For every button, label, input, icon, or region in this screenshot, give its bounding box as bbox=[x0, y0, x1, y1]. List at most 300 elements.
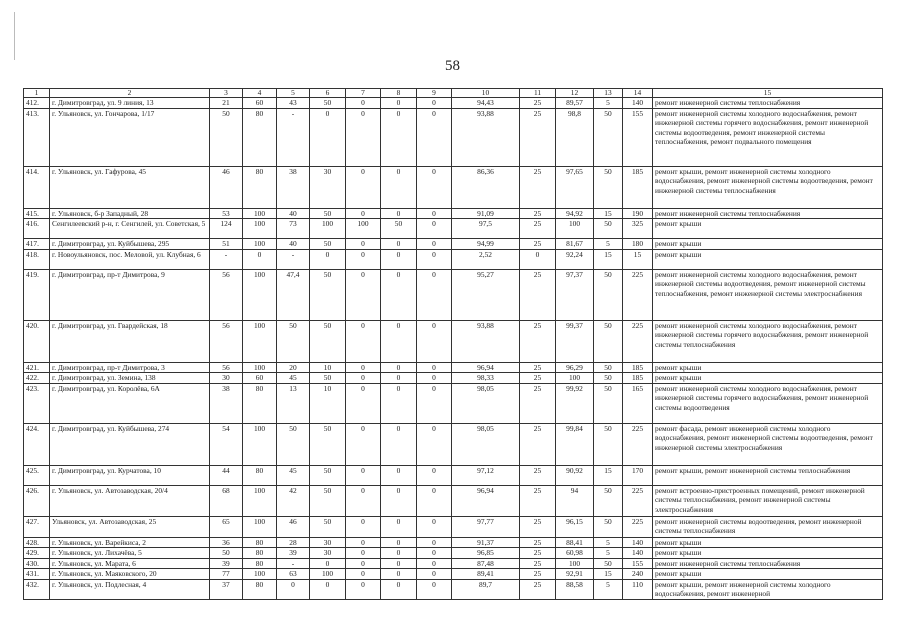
value-cell-c8: 0 bbox=[381, 516, 417, 537]
work-type-cell: ремонт крыши bbox=[653, 548, 883, 559]
table-body bbox=[24, 98, 883, 600]
value-cell-c5: 42 bbox=[277, 485, 310, 516]
value-cell-c5: 47,4 bbox=[277, 269, 310, 320]
column-number-row bbox=[24, 89, 883, 98]
value-cell-c6: 50 bbox=[310, 465, 346, 485]
value-cell-c8: 0 bbox=[381, 239, 417, 250]
value-cell-c4: 100 bbox=[243, 208, 277, 219]
value-cell-c8: 0 bbox=[381, 208, 417, 219]
value-cell-c13: 15 bbox=[594, 208, 623, 219]
value-cell-c11: 0 bbox=[520, 249, 556, 269]
value-cell-c4: 100 bbox=[243, 569, 277, 580]
value-cell-c11: 25 bbox=[520, 516, 556, 537]
work-type-cell: ремонт инженерной системы водоотведения, ремонт инженерной системы теплоснабжения bbox=[653, 516, 883, 537]
value-cell-c12: 99,37 bbox=[556, 320, 594, 362]
value-cell-c7: 0 bbox=[346, 239, 381, 250]
value-cell-c8: 0 bbox=[381, 423, 417, 465]
value-cell-c7: 0 bbox=[346, 208, 381, 219]
value-cell-c6: 10 bbox=[310, 383, 346, 423]
value-cell-c3: - bbox=[210, 249, 243, 269]
value-cell-c13: 50 bbox=[594, 108, 623, 166]
value-cell-c7: 0 bbox=[346, 269, 381, 320]
work-type-cell: ремонт инженерной системы теплоснабжения bbox=[653, 98, 883, 109]
value-cell-c11: 25 bbox=[520, 239, 556, 250]
value-cell-c3: 56 bbox=[210, 269, 243, 320]
row-number: 424. bbox=[24, 423, 50, 465]
value-cell-c12: 92,91 bbox=[556, 569, 594, 580]
value-cell-c11: 25 bbox=[520, 362, 556, 373]
value-cell-c7: 0 bbox=[346, 423, 381, 465]
value-cell-c12: 88,41 bbox=[556, 537, 594, 548]
work-type-cell: ремонт крыши bbox=[653, 373, 883, 384]
row-number: 432. bbox=[24, 579, 50, 599]
value-cell-c8: 50 bbox=[381, 219, 417, 239]
work-type-cell: ремонт крыши, ремонт инженерной системы холодного водоснабжения, ремонт инженерной системы водоотведения, ремонт инженерной системы теплоснабжения bbox=[653, 166, 883, 208]
value-cell-c13: 5 bbox=[594, 98, 623, 109]
value-cell-c10: 95,27 bbox=[452, 269, 520, 320]
value-cell-c10: 97,5 bbox=[452, 219, 520, 239]
value-cell-c11: 25 bbox=[520, 373, 556, 384]
value-cell-c5: 38 bbox=[277, 166, 310, 208]
value-cell-c10: 93,88 bbox=[452, 320, 520, 362]
value-cell-c9: 0 bbox=[417, 249, 452, 269]
table-row bbox=[24, 208, 883, 219]
row-number: 421. bbox=[24, 362, 50, 373]
value-cell-c10: 89,7 bbox=[452, 579, 520, 599]
value-cell-c7: 0 bbox=[346, 108, 381, 166]
column-header-9: 9 bbox=[417, 89, 452, 98]
value-cell-c12: 97,37 bbox=[556, 269, 594, 320]
row-number: 415. bbox=[24, 208, 50, 219]
value-cell-c9: 0 bbox=[417, 516, 452, 537]
value-cell-c11: 25 bbox=[520, 569, 556, 580]
value-cell-c9: 0 bbox=[417, 373, 452, 384]
value-cell-c5: 39 bbox=[277, 548, 310, 559]
column-header-5: 5 bbox=[277, 89, 310, 98]
value-cell-c8: 0 bbox=[381, 548, 417, 559]
row-number: 414. bbox=[24, 166, 50, 208]
value-cell-c3: 53 bbox=[210, 208, 243, 219]
column-header-2: 2 bbox=[50, 89, 210, 98]
value-cell-c7: 0 bbox=[346, 465, 381, 485]
value-cell-c10: 87,48 bbox=[452, 558, 520, 569]
work-type-cell: ремонт крыши bbox=[653, 537, 883, 548]
work-type-cell: ремонт крыши, ремонт инженерной системы теплоснабжения bbox=[653, 465, 883, 485]
value-cell-c4: 100 bbox=[243, 239, 277, 250]
value-cell-c4: 100 bbox=[243, 516, 277, 537]
value-cell-c11: 25 bbox=[520, 423, 556, 465]
row-number: 418. bbox=[24, 249, 50, 269]
page-number: 58 bbox=[445, 58, 460, 74]
value-cell-c3: 54 bbox=[210, 423, 243, 465]
value-cell-c8: 0 bbox=[381, 320, 417, 362]
value-cell-c11: 25 bbox=[520, 537, 556, 548]
value-cell-c12: 60,98 bbox=[556, 548, 594, 559]
table-row bbox=[24, 108, 883, 166]
value-cell-c5: 46 bbox=[277, 516, 310, 537]
value-cell-c11: 25 bbox=[520, 208, 556, 219]
value-cell-c7: 0 bbox=[346, 537, 381, 548]
value-cell-c13: 50 bbox=[594, 362, 623, 373]
value-cell-c10: 91,37 bbox=[452, 537, 520, 548]
work-type-cell: ремонт крыши bbox=[653, 249, 883, 269]
value-cell-c12: 96,29 bbox=[556, 362, 594, 373]
value-cell-c13: 50 bbox=[594, 166, 623, 208]
value-cell-c6: 50 bbox=[310, 485, 346, 516]
value-cell-c9: 0 bbox=[417, 465, 452, 485]
value-cell-c7: 0 bbox=[346, 548, 381, 559]
value-cell-c4: 100 bbox=[243, 219, 277, 239]
value-cell-c4: 80 bbox=[243, 537, 277, 548]
table-row bbox=[24, 383, 883, 423]
value-cell-c12: 99,92 bbox=[556, 383, 594, 423]
column-header-7: 7 bbox=[346, 89, 381, 98]
value-cell-c12: 100 bbox=[556, 219, 594, 239]
value-cell-c13: 5 bbox=[594, 239, 623, 250]
value-cell-c14: 185 bbox=[623, 373, 653, 384]
value-cell-c4: 80 bbox=[243, 579, 277, 599]
value-cell-c3: 68 bbox=[210, 485, 243, 516]
value-cell-c12: 81,67 bbox=[556, 239, 594, 250]
value-cell-c8: 0 bbox=[381, 569, 417, 580]
value-cell-c12: 88,58 bbox=[556, 579, 594, 599]
row-number: 413. bbox=[24, 108, 50, 166]
value-cell-c5: 28 bbox=[277, 537, 310, 548]
value-cell-c3: 21 bbox=[210, 98, 243, 109]
table-row bbox=[24, 569, 883, 580]
column-header-8: 8 bbox=[381, 89, 417, 98]
value-cell-c10: 97,12 bbox=[452, 465, 520, 485]
value-cell-c13: 50 bbox=[594, 423, 623, 465]
work-type-cell: ремонт крыши bbox=[653, 362, 883, 373]
value-cell-c12: 100 bbox=[556, 373, 594, 384]
table-row bbox=[24, 362, 883, 373]
value-cell-c8: 0 bbox=[381, 383, 417, 423]
table-row bbox=[24, 537, 883, 548]
value-cell-c11: 25 bbox=[520, 383, 556, 423]
value-cell-c12: 94,92 bbox=[556, 208, 594, 219]
value-cell-c5: - bbox=[277, 108, 310, 166]
work-type-cell: ремонт крыши bbox=[653, 219, 883, 239]
value-cell-c8: 0 bbox=[381, 579, 417, 599]
address-cell: г. Ульяновск, ул. Варейкиса, 2 bbox=[50, 537, 210, 548]
value-cell-c7: 0 bbox=[346, 558, 381, 569]
value-cell-c8: 0 bbox=[381, 249, 417, 269]
value-cell-c12: 90,92 bbox=[556, 465, 594, 485]
work-type-cell: ремонт инженерной системы теплоснабжения bbox=[653, 558, 883, 569]
value-cell-c5: 0 bbox=[277, 579, 310, 599]
value-cell-c12: 100 bbox=[556, 558, 594, 569]
value-cell-c10: 97,77 bbox=[452, 516, 520, 537]
value-cell-c13: 15 bbox=[594, 569, 623, 580]
work-type-cell: ремонт инженерной системы холодного водоснабжения, ремонт инженерной системы горячего водоснабжения, ремонт инженерной системы теплоснабжения bbox=[653, 320, 883, 362]
value-cell-c6: 50 bbox=[310, 516, 346, 537]
value-cell-c7: 0 bbox=[346, 569, 381, 580]
address-cell: г. Ульяновск, ул. Лихачёва, 5 bbox=[50, 548, 210, 559]
row-number: 420. bbox=[24, 320, 50, 362]
value-cell-c9: 0 bbox=[417, 579, 452, 599]
work-type-cell: ремонт инженерной системы теплоснабжения bbox=[653, 208, 883, 219]
value-cell-c5: 73 bbox=[277, 219, 310, 239]
value-cell-c14: 140 bbox=[623, 98, 653, 109]
value-cell-c11: 25 bbox=[520, 558, 556, 569]
value-cell-c10: 98,05 bbox=[452, 383, 520, 423]
value-cell-c9: 0 bbox=[417, 548, 452, 559]
address-cell: г. Димитровград, ул. Королёва, 6А bbox=[50, 383, 210, 423]
value-cell-c10: 98,33 bbox=[452, 373, 520, 384]
table-row bbox=[24, 516, 883, 537]
value-cell-c7: 0 bbox=[346, 516, 381, 537]
value-cell-c9: 0 bbox=[417, 569, 452, 580]
table-row bbox=[24, 98, 883, 109]
column-header-10: 10 bbox=[452, 89, 520, 98]
value-cell-c6: 100 bbox=[310, 219, 346, 239]
value-cell-c6: 50 bbox=[310, 423, 346, 465]
repair-register-table bbox=[23, 88, 883, 600]
row-number: 416. bbox=[24, 219, 50, 239]
value-cell-c3: 39 bbox=[210, 558, 243, 569]
value-cell-c11: 25 bbox=[520, 465, 556, 485]
value-cell-c10: 86,36 bbox=[452, 166, 520, 208]
value-cell-c6: 100 bbox=[310, 569, 346, 580]
value-cell-c3: 50 bbox=[210, 548, 243, 559]
value-cell-c6: 30 bbox=[310, 537, 346, 548]
scan-margin-line bbox=[14, 12, 15, 60]
value-cell-c12: 97,65 bbox=[556, 166, 594, 208]
value-cell-c5: 50 bbox=[277, 423, 310, 465]
column-header-15: 15 bbox=[653, 89, 883, 98]
address-cell: г. Димитровград, ул. Гвардейская, 18 bbox=[50, 320, 210, 362]
value-cell-c9: 0 bbox=[417, 219, 452, 239]
value-cell-c3: 38 bbox=[210, 383, 243, 423]
value-cell-c3: 30 bbox=[210, 373, 243, 384]
value-cell-c14: 225 bbox=[623, 485, 653, 516]
value-cell-c10: 94,99 bbox=[452, 239, 520, 250]
value-cell-c4: 0 bbox=[243, 249, 277, 269]
address-cell: г. Ульяновск, ул. Автозаводская, 20/4 bbox=[50, 485, 210, 516]
value-cell-c14: 185 bbox=[623, 166, 653, 208]
value-cell-c13: 50 bbox=[594, 373, 623, 384]
work-type-cell: ремонт инженерной системы холодного водоснабжения, ремонт инженерной системы горячего водоснабжения, ремонт инженерной системы водоотведения, ремонт инженерной системы теплоснабжения, ремонт подвального помещения bbox=[653, 108, 883, 166]
value-cell-c4: 60 bbox=[243, 373, 277, 384]
value-cell-c14: 225 bbox=[623, 516, 653, 537]
address-cell: г. Димитровград, ул. 9 линия, 13 bbox=[50, 98, 210, 109]
value-cell-c9: 0 bbox=[417, 108, 452, 166]
row-number: 412. bbox=[24, 98, 50, 109]
row-number: 429. bbox=[24, 548, 50, 559]
value-cell-c11: 25 bbox=[520, 269, 556, 320]
work-type-cell: ремонт крыши, ремонт инженерной системы холодного водоснабжения, ремонт инженерной bbox=[653, 579, 883, 599]
value-cell-c6: 50 bbox=[310, 98, 346, 109]
value-cell-c7: 0 bbox=[346, 249, 381, 269]
address-cell: г. Димитровград, пр-т Димитрова, 3 bbox=[50, 362, 210, 373]
column-header-6: 6 bbox=[310, 89, 346, 98]
value-cell-c8: 0 bbox=[381, 558, 417, 569]
work-type-cell: ремонт инженерной системы холодного водоснабжения, ремонт инженерной системы горячего водоснабжения, ремонт инженерной системы водоотведения bbox=[653, 383, 883, 423]
work-type-cell: ремонт крыши bbox=[653, 569, 883, 580]
value-cell-c9: 0 bbox=[417, 537, 452, 548]
value-cell-c7: 0 bbox=[346, 98, 381, 109]
value-cell-c11: 25 bbox=[520, 98, 556, 109]
value-cell-c11: 25 bbox=[520, 548, 556, 559]
value-cell-c13: 50 bbox=[594, 558, 623, 569]
value-cell-c6: 50 bbox=[310, 239, 346, 250]
value-cell-c5: - bbox=[277, 558, 310, 569]
value-cell-c6: 50 bbox=[310, 208, 346, 219]
value-cell-c13: 50 bbox=[594, 516, 623, 537]
value-cell-c13: 5 bbox=[594, 537, 623, 548]
table-row bbox=[24, 558, 883, 569]
value-cell-c7: 0 bbox=[346, 383, 381, 423]
value-cell-c12: 96,15 bbox=[556, 516, 594, 537]
value-cell-c7: 0 bbox=[346, 579, 381, 599]
value-cell-c13: 50 bbox=[594, 219, 623, 239]
table-row bbox=[24, 465, 883, 485]
value-cell-c9: 0 bbox=[417, 423, 452, 465]
value-cell-c14: 140 bbox=[623, 537, 653, 548]
value-cell-c6: 30 bbox=[310, 166, 346, 208]
value-cell-c9: 0 bbox=[417, 362, 452, 373]
value-cell-c14: 225 bbox=[623, 423, 653, 465]
address-cell: г. Ульяновск, б-р Западный, 28 bbox=[50, 208, 210, 219]
value-cell-c5: 45 bbox=[277, 373, 310, 384]
value-cell-c4: 100 bbox=[243, 485, 277, 516]
column-header-1: 1 bbox=[24, 89, 50, 98]
address-cell: г. Ульяновск, ул. Марата, 6 bbox=[50, 558, 210, 569]
value-cell-c5: 20 bbox=[277, 362, 310, 373]
value-cell-c8: 0 bbox=[381, 485, 417, 516]
table-row bbox=[24, 269, 883, 320]
value-cell-c6: 0 bbox=[310, 579, 346, 599]
column-header-11: 11 bbox=[520, 89, 556, 98]
value-cell-c3: 56 bbox=[210, 362, 243, 373]
value-cell-c8: 0 bbox=[381, 98, 417, 109]
value-cell-c14: 185 bbox=[623, 362, 653, 373]
value-cell-c13: 5 bbox=[594, 579, 623, 599]
value-cell-c3: 124 bbox=[210, 219, 243, 239]
value-cell-c6: 30 bbox=[310, 548, 346, 559]
value-cell-c14: 165 bbox=[623, 383, 653, 423]
value-cell-c5: 50 bbox=[277, 320, 310, 362]
value-cell-c14: 155 bbox=[623, 558, 653, 569]
value-cell-c4: 100 bbox=[243, 423, 277, 465]
value-cell-c13: 15 bbox=[594, 465, 623, 485]
value-cell-c11: 25 bbox=[520, 320, 556, 362]
value-cell-c6: 0 bbox=[310, 558, 346, 569]
value-cell-c9: 0 bbox=[417, 383, 452, 423]
value-cell-c7: 0 bbox=[346, 373, 381, 384]
address-cell: г. Димитровград, ул. Земина, 138 bbox=[50, 373, 210, 384]
value-cell-c14: 225 bbox=[623, 320, 653, 362]
value-cell-c12: 94 bbox=[556, 485, 594, 516]
value-cell-c8: 0 bbox=[381, 537, 417, 548]
value-cell-c7: 100 bbox=[346, 219, 381, 239]
table-row bbox=[24, 166, 883, 208]
value-cell-c6: 10 bbox=[310, 362, 346, 373]
value-cell-c10: 91,09 bbox=[452, 208, 520, 219]
work-type-cell: ремонт фасада, ремонт инженерной системы холодного водоснабжения, ремонт инженерной системы водоотведения, ремонт инженерной системы электроснабжения bbox=[653, 423, 883, 465]
address-cell: г. Димитровград, ул. Куйбышева, 295 bbox=[50, 239, 210, 250]
value-cell-c6: 50 bbox=[310, 373, 346, 384]
value-cell-c13: 15 bbox=[594, 249, 623, 269]
value-cell-c11: 25 bbox=[520, 485, 556, 516]
value-cell-c8: 0 bbox=[381, 362, 417, 373]
value-cell-c3: 51 bbox=[210, 239, 243, 250]
value-cell-c12: 98,8 bbox=[556, 108, 594, 166]
row-number: 419. bbox=[24, 269, 50, 320]
value-cell-c10: 96,94 bbox=[452, 485, 520, 516]
row-number: 426. bbox=[24, 485, 50, 516]
value-cell-c4: 80 bbox=[243, 465, 277, 485]
value-cell-c5: - bbox=[277, 249, 310, 269]
row-number: 428. bbox=[24, 537, 50, 548]
value-cell-c11: 25 bbox=[520, 219, 556, 239]
value-cell-c12: 89,57 bbox=[556, 98, 594, 109]
row-number: 422. bbox=[24, 373, 50, 384]
value-cell-c14: 140 bbox=[623, 548, 653, 559]
value-cell-c8: 0 bbox=[381, 465, 417, 485]
value-cell-c13: 50 bbox=[594, 320, 623, 362]
value-cell-c3: 37 bbox=[210, 579, 243, 599]
value-cell-c13: 50 bbox=[594, 485, 623, 516]
table-row bbox=[24, 423, 883, 465]
value-cell-c10: 89,41 bbox=[452, 569, 520, 580]
value-cell-c11: 25 bbox=[520, 108, 556, 166]
value-cell-c4: 100 bbox=[243, 269, 277, 320]
table-row bbox=[24, 373, 883, 384]
value-cell-c7: 0 bbox=[346, 362, 381, 373]
value-cell-c9: 0 bbox=[417, 320, 452, 362]
value-cell-c9: 0 bbox=[417, 239, 452, 250]
row-number: 417. bbox=[24, 239, 50, 250]
work-type-cell: ремонт крыши bbox=[653, 239, 883, 250]
value-cell-c14: 190 bbox=[623, 208, 653, 219]
table-row bbox=[24, 249, 883, 269]
value-cell-c14: 180 bbox=[623, 239, 653, 250]
value-cell-c8: 0 bbox=[381, 269, 417, 320]
value-cell-c5: 13 bbox=[277, 383, 310, 423]
value-cell-c3: 46 bbox=[210, 166, 243, 208]
value-cell-c14: 325 bbox=[623, 219, 653, 239]
value-cell-c13: 50 bbox=[594, 383, 623, 423]
address-cell: г. Димитровград, ул. Курчатова, 10 bbox=[50, 465, 210, 485]
value-cell-c5: 63 bbox=[277, 569, 310, 580]
value-cell-c10: 98,05 bbox=[452, 423, 520, 465]
address-cell: Сенгилеевский р-н, г. Сенгилей, ул. Советская, 5 bbox=[50, 219, 210, 239]
value-cell-c3: 36 bbox=[210, 537, 243, 548]
value-cell-c8: 0 bbox=[381, 108, 417, 166]
value-cell-c3: 50 bbox=[210, 108, 243, 166]
value-cell-c7: 0 bbox=[346, 166, 381, 208]
address-cell: г. Ульяновск, ул. Гончарова, 1/17 bbox=[50, 108, 210, 166]
row-number: 427. bbox=[24, 516, 50, 537]
address-cell: Ульяновск, ул. Автозаводская, 25 bbox=[50, 516, 210, 537]
value-cell-c4: 80 bbox=[243, 108, 277, 166]
value-cell-c13: 5 bbox=[594, 548, 623, 559]
address-cell: г. Ульяновск, ул. Гафурова, 45 bbox=[50, 166, 210, 208]
value-cell-c9: 0 bbox=[417, 558, 452, 569]
value-cell-c13: 50 bbox=[594, 269, 623, 320]
value-cell-c7: 0 bbox=[346, 485, 381, 516]
table-row bbox=[24, 485, 883, 516]
table-row bbox=[24, 548, 883, 559]
value-cell-c5: 45 bbox=[277, 465, 310, 485]
value-cell-c8: 0 bbox=[381, 373, 417, 384]
work-type-cell: ремонт инженерной системы холодного водоснабжения, ремонт инженерной системы водоотведения, ремонт инженерной системы теплоснабжения, ремонт инженерной системы электроснабжения bbox=[653, 269, 883, 320]
value-cell-c10: 96,94 bbox=[452, 362, 520, 373]
value-cell-c14: 170 bbox=[623, 465, 653, 485]
value-cell-c6: 50 bbox=[310, 320, 346, 362]
